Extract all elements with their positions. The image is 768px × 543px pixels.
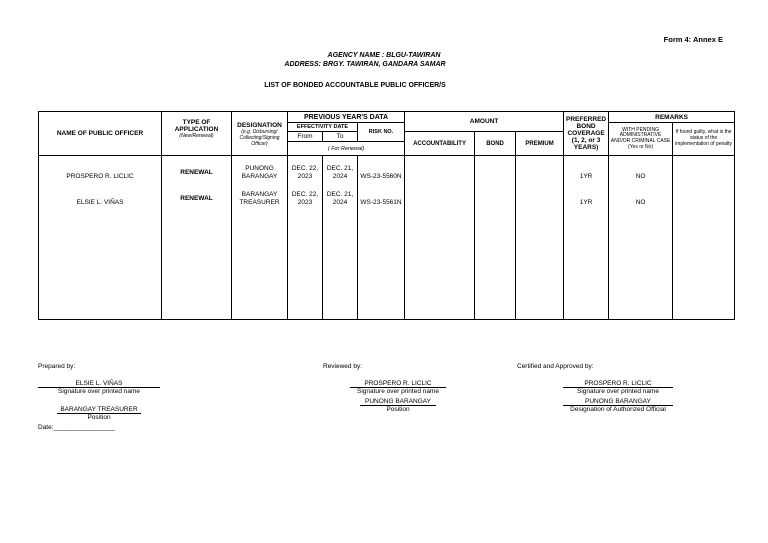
row-1-pending: NO [635,173,646,180]
header-amount: AMOUNT [405,112,564,132]
row-2-coverage: 1YR [579,199,593,206]
column-to [323,156,358,320]
column-risk [358,156,405,320]
bonded-officers-table [38,111,735,320]
header-pending-case: WITH PENDING ADMINISTRATIVE AND/OR CRIMINAL CASE (Yes or No) [609,123,673,156]
row-2-from: DEC. 22, 2023 [291,191,319,206]
header-designation-label: DESIGNATION [237,122,282,129]
row-1-designation: PUNONG BARANGAY [241,165,278,180]
certified-name: PROSPERO R. LICLIC [584,380,652,387]
column-from [288,156,323,320]
reviewed-name: PROSPERO R. LICLIC [364,380,432,387]
column-premium [516,156,564,320]
header-type-application-label: TYPE OF APPLICATION [174,119,219,133]
header-bond: BOND [475,132,516,156]
prepared-name: ELSIE L. VIÑAS [75,380,123,387]
form-number: Form 4: Annex E [663,35,723,44]
row-2-type: RENEWAL [180,195,213,202]
prepared-position: BARANGAY TREASURER [60,406,138,413]
column-bond [475,156,516,320]
prepared-position-caption: Position [57,413,141,421]
agency-name: AGENCY NAME : BLGU-TAWIRAN [327,52,441,59]
list-title: LIST OF BONDED ACCOUNTABLE PUBLIC OFFICER/S [264,82,446,89]
column-type [162,156,232,320]
row-1-risk: WS-23-5560N [360,173,402,180]
reviewed-signature-block [350,380,446,395]
reviewed-position: PUNONG BARANGAY [365,398,431,405]
header-from: From [288,132,323,142]
row-1-from: DEC. 22, 2023 [291,165,319,180]
row-2-name: ELSIE L. VIÑAS [76,199,124,206]
header-effectivity-date: EFFECTIVITY DATE [288,123,358,132]
prepared-caption: Signature over printed name [38,387,160,395]
header-remarks: REMARKS [609,112,735,123]
row-1-coverage: 1YR [579,173,593,180]
row-2-risk: WS-23-5561N [360,199,402,206]
header-designation-sub: (e.g. Disbursing/ Collecting/Signing Officer) [239,129,280,147]
column-coverage [564,156,609,320]
reviewed-position-block [360,398,436,413]
reviewed-position-caption: Position [360,405,436,413]
certified-signature-block [563,380,673,395]
row-2-pending: NO [635,199,646,206]
certified-position: PUNONG BARANGAY [585,398,651,405]
certified-position-block [563,398,673,413]
certified-caption: Signature over printed name [563,387,673,395]
header-risk-no: RISK NO. [358,123,405,142]
row-1-to: DEC. 21, 2024 [326,165,354,180]
header-to: To [323,132,358,142]
column-designation [232,156,288,320]
header-preferred-coverage: PREFERRED BOND COVERAGE (1, 2, or 3 YEARS) [564,112,609,156]
prepared-by-label: Prepared by: [38,363,76,370]
certified-position-caption: Designation of Authorized Official [563,405,673,413]
prepared-position-block [57,406,141,421]
header-type-application [162,112,232,156]
reviewed-caption: Signature over printed name [350,387,446,395]
column-names [39,156,162,320]
header-premium: PREMIUM [516,132,564,156]
row-2-to: DEC. 21, 2024 [326,191,354,206]
header-accountability: ACCOUNTABILITY [405,132,475,156]
agency-address: ADDRESS: BRGY. TAWIRAN, GANDARA SAMAR [284,61,446,68]
row-2-designation: BARANGAY TREASURER [239,191,280,206]
certified-by-label: Certified and Approved by: [517,363,594,370]
header-type-application-sub: (New/Renewal) [179,133,214,139]
date-field: Date:_________________ [38,424,115,431]
header-previous-year: PREVIOUS YEAR'S DATA [288,112,405,123]
reviewed-by-label: Reviewed by: [323,363,363,370]
row-1-name: PROSPERO R. LICLIC [66,173,134,180]
header-name: NAME OF PUBLIC OFFICER [39,112,162,156]
header-for-renewal: ( For Renewal) [288,142,405,156]
prepared-signature-block [38,380,160,395]
row-1-type: RENEWAL [180,169,213,176]
header-designation [232,112,288,156]
column-pending [609,156,673,320]
column-accountability [405,156,475,320]
column-guilty [673,156,735,320]
header-found-guilty: If found guilty, what is the status of the implementation of penalty [673,123,735,156]
